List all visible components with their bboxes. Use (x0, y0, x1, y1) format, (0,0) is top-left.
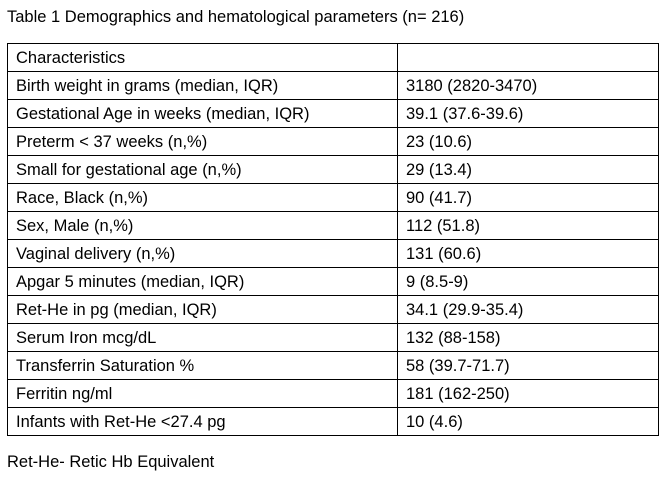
table-row (8, 268, 659, 296)
header-characteristics-cell: Characteristics (8, 44, 398, 72)
row-label: Preterm < 37 weeks (n,%) (8, 128, 398, 156)
row-label: Infants with Ret-He <27.4 pg (8, 408, 398, 436)
row-value: 58 (39.7-71.7) (398, 352, 659, 380)
row-value: 90 (41.7) (398, 184, 659, 212)
row-label: Serum Iron mcg/dL (8, 324, 398, 352)
row-value: 131 (60.6) (398, 240, 659, 268)
header-value-cell (398, 44, 659, 72)
table-caption: Table 1 Demographics and hematological parameters (n= 216) (7, 8, 465, 26)
table-row (8, 156, 659, 184)
table-row (8, 184, 659, 212)
table-header-row (8, 44, 659, 72)
table-row (8, 240, 659, 268)
table-row (8, 212, 659, 240)
row-value: 181 (162-250) (398, 380, 659, 408)
table-row (8, 408, 659, 436)
row-label: Ferritin ng/ml (8, 380, 398, 408)
row-value: 39.1 (37.6-39.6) (398, 100, 659, 128)
row-value: 34.1 (29.9-35.4) (398, 296, 659, 324)
row-value: 132 (88-158) (398, 324, 659, 352)
row-value: 3180 (2820-3470) (398, 72, 659, 100)
row-value: 29 (13.4) (398, 156, 659, 184)
demographics-table (7, 43, 659, 436)
table-row (8, 100, 659, 128)
row-value: 9 (8.5-9) (398, 268, 659, 296)
table-row (8, 296, 659, 324)
table-row (8, 380, 659, 408)
row-value: 23 (10.6) (398, 128, 659, 156)
row-label: Transferrin Saturation % (8, 352, 398, 380)
row-value: 112 (51.8) (398, 212, 659, 240)
table-row (8, 72, 659, 100)
row-value: 10 (4.6) (398, 408, 659, 436)
row-label: Gestational Age in weeks (median, IQR) (8, 100, 398, 128)
table-row (8, 128, 659, 156)
table-row (8, 324, 659, 352)
row-label: Sex, Male (n,%) (8, 212, 398, 240)
row-label: Apgar 5 minutes (median, IQR) (8, 268, 398, 296)
row-label: Birth weight in grams (median, IQR) (8, 72, 398, 100)
row-label: Vaginal delivery (n,%) (8, 240, 398, 268)
row-label: Small for gestational age (n,%) (8, 156, 398, 184)
row-label: Race, Black (n,%) (8, 184, 398, 212)
row-label: Ret-He in pg (median, IQR) (8, 296, 398, 324)
table-footnote: Ret-He- Retic Hb Equivalent (7, 453, 215, 471)
table-row (8, 352, 659, 380)
